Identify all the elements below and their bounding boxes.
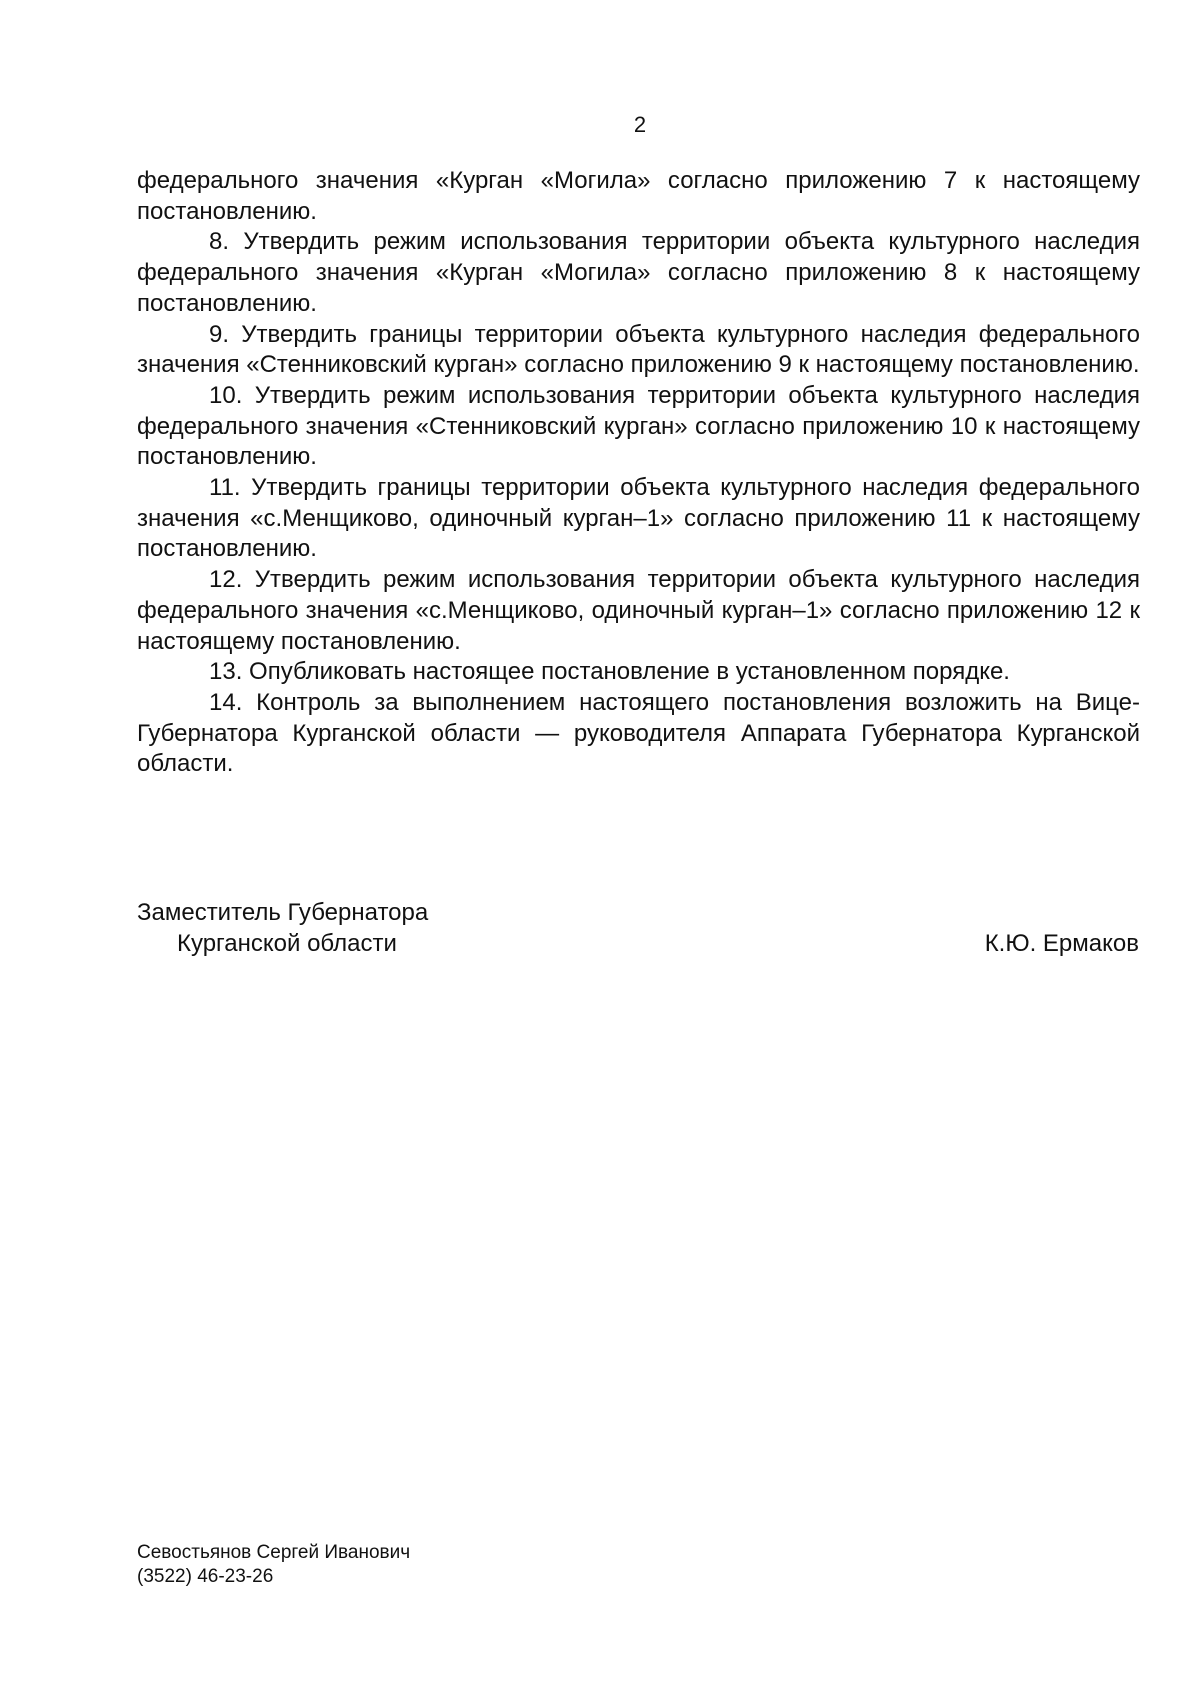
signer-title-line2: Курганской области (177, 930, 397, 957)
paragraph-item-9: 9. Утвердить границы территории объекта культурного наследия федерального значения «Стенниковский курган» согласно приложению 9 к настоящему постановлению. (137, 320, 1140, 379)
paragraph-item-11: 11. Утвердить границы территории объекта культурного наследия федерального значения «с.Менщиково, одиночный курган–1» согласно приложению 11 к настоящему постановлению. (137, 474, 1140, 563)
executor-info (137, 1541, 410, 1589)
paragraph-item-14: 14. Контроль за выполнением настоящего постановления возложить на Вице-Губернатора Курганской области — руководителя Аппарата Губернатора Курганской области. (137, 688, 1140, 778)
signer-title (137, 897, 428, 959)
signer-name: К.Ю. Ермаков (984, 930, 1139, 957)
paragraph-continuation: федерального значения «Курган «Могила» согласно приложению 7 к настоящему постановлению. (137, 167, 1140, 225)
paragraph-item-10: 10. Утвердить режим использования территории объекта культурного наследия федерального значения «Стенниковский курган» согласно приложению 10 к настоящему постановлению. (137, 381, 1140, 471)
paragraph-item-13: 13. Опубликовать настоящее постановление в установленном порядке. (209, 658, 1010, 686)
paragraph-item-12: 12. Утвердить режим использования территории объекта культурного наследия федерального значения «с.Менщиково, одиночный курган–1» согласно приложению 12 к настоящему постановлению. (137, 566, 1140, 655)
document-body (137, 166, 1140, 780)
page-number: 2 (633, 112, 647, 137)
executor-name: Севостьянов Сергей Иванович (137, 1542, 411, 1563)
executor-phone: (3522) 46-23-26 (137, 1566, 274, 1587)
signer-title-line1: Заместитель Губернатора (137, 899, 429, 926)
paragraph-item-8: 8. Утвердить режим использования территории объекта культурного наследия федерального значения «Курган «Могила» согласно приложению 8 к настоящему постановлению. (137, 228, 1140, 317)
